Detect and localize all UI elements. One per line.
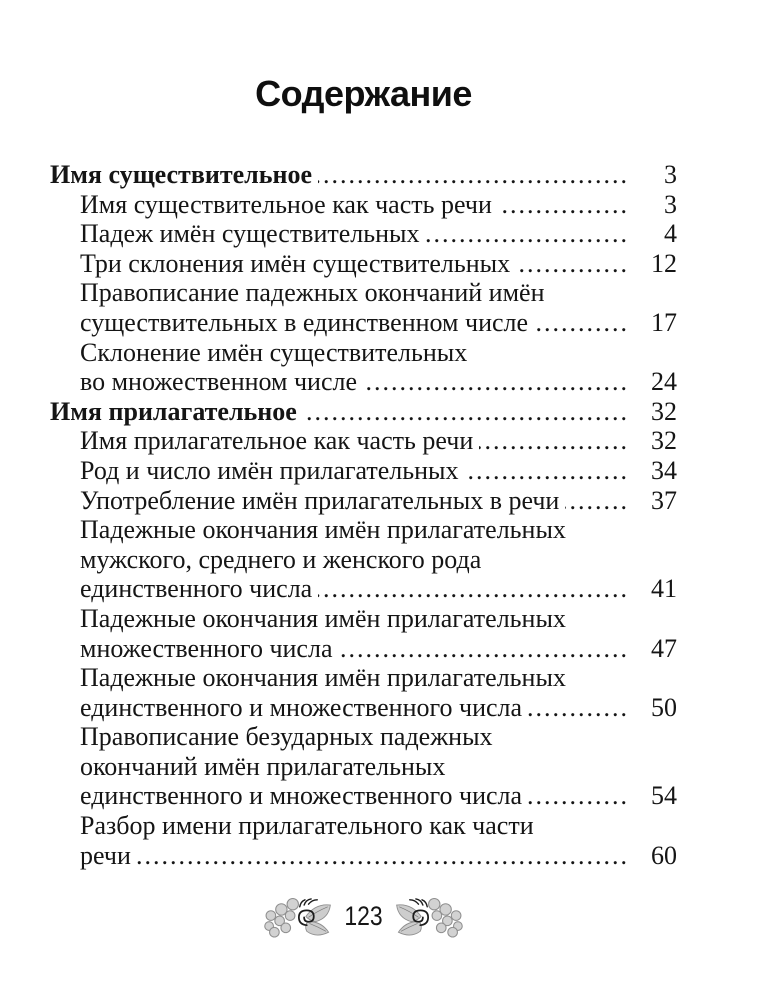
dot-leader [479, 426, 629, 456]
toc-entry-text: множественного числа [80, 633, 333, 663]
toc-entry-line [50, 811, 677, 841]
dot-leader [516, 249, 629, 279]
toc-page-number: 12 [651, 248, 677, 278]
toc-entry-line [50, 308, 677, 338]
toc-entry-text: Род и число имён прилагательных [80, 455, 459, 485]
dot-leader [137, 841, 629, 871]
floral-sprig-icon-mirrored [394, 891, 464, 941]
toc-entry-line [50, 722, 677, 752]
toc-entry-line [50, 604, 677, 634]
toc-entry-text: мужского, среднего и женского рода [80, 544, 482, 574]
toc-entry-line [50, 752, 677, 782]
dot-leader [363, 367, 629, 397]
toc-page-number: 32 [651, 426, 677, 456]
toc-entry-line [50, 545, 677, 575]
page-footer [50, 891, 677, 941]
toc-page-number: 41 [651, 574, 677, 604]
toc-entry-line [50, 781, 677, 811]
dot-leader [528, 781, 629, 811]
dot-leader [565, 486, 629, 516]
page-title: Содержание [255, 73, 472, 114]
toc-entry-text: Имя прилагательное [50, 396, 297, 426]
toc-page-number: 24 [651, 367, 677, 397]
toc-entry-text: речи [80, 840, 131, 870]
toc-entry-line [50, 515, 677, 545]
toc-entry-line [50, 693, 677, 723]
dot-leader [338, 634, 629, 664]
dot-leader [528, 693, 629, 723]
toc-page-number: 37 [651, 485, 677, 515]
toc-page-number: 47 [651, 633, 677, 663]
toc-page-number: 60 [651, 840, 677, 870]
toc-entry-text: Разбор имени прилагательного как части [80, 811, 534, 841]
leaves [306, 905, 331, 935]
toc-entry-text: во множественном числе [80, 367, 358, 397]
toc-page-number: 4 [664, 219, 677, 249]
toc-entry-line [50, 456, 677, 486]
toc-entry-text: единственного и множественного числа [80, 781, 523, 811]
toc-entry-line [50, 249, 677, 279]
toc-entry-text: Падежные окончания имён прилагательных [80, 515, 566, 545]
toc-entry-text: Имя существительное [50, 160, 313, 189]
dot-leader [303, 397, 629, 427]
toc-entry-text: единственного числа [80, 574, 313, 604]
toc-entry-text: Правописание безударных падежных [80, 722, 493, 752]
toc-page-number: 34 [651, 455, 677, 485]
toc-page-number: 50 [651, 692, 677, 722]
toc-entry-text: Правописание падежных окончаний имён [80, 278, 545, 308]
toc-entry-text: Имя прилагательное как часть речи [80, 426, 474, 456]
dot-leader [534, 308, 629, 338]
table-of-contents [50, 160, 677, 870]
toc-entry-text: Падежные окончания имён прилагательных [80, 663, 566, 693]
toc-page-number: 32 [651, 396, 677, 426]
toc-entry-text: Употребление имён прилагательных в речи [80, 485, 560, 515]
toc-page-number: 3 [664, 160, 677, 189]
toc-entry-line [50, 278, 677, 308]
toc-entry-text: существительных в единственном числе [80, 307, 529, 337]
toc-page-number: 17 [651, 307, 677, 337]
berry-cluster [265, 899, 299, 938]
leaves [397, 905, 422, 935]
toc-entry-line [50, 574, 677, 604]
toc-entry-line [50, 219, 677, 249]
toc-entry-text: Падежные окончания имён прилагательных [80, 603, 566, 633]
toc-entry-text: Три склонения имён существительных [80, 248, 511, 278]
toc-entry-text: Падеж имён существительных [80, 219, 420, 249]
toc-entry-line [50, 841, 677, 871]
book-page-number: 123 [344, 901, 383, 931]
floral-sprig-icon [263, 891, 333, 941]
toc-entry-line [50, 486, 677, 516]
toc-entry-text: Склонение имён существительных [80, 337, 468, 367]
toc-page-number: 54 [651, 781, 677, 811]
dot-leader [465, 456, 629, 486]
toc-page-number: 3 [664, 189, 677, 219]
toc-entry-text: окончаний имён прилагательных [80, 751, 446, 781]
toc-entry-line [50, 190, 677, 220]
toc-entry-line [50, 634, 677, 664]
berry-cluster [429, 899, 463, 938]
dot-leader [318, 574, 629, 604]
dot-leader [426, 219, 630, 249]
toc-entry-line [50, 663, 677, 693]
toc-entry-line [50, 397, 677, 427]
toc-entry-line [50, 426, 677, 456]
toc-entry-line [50, 338, 677, 368]
dot-leader [498, 190, 629, 220]
toc-entry-text: единственного и множественного числа [80, 692, 523, 722]
dot-leader [318, 160, 629, 190]
toc-entry-text: Имя существительное как часть речи [80, 189, 492, 219]
toc-entry-line [50, 367, 677, 397]
toc-entry-line [50, 160, 677, 190]
